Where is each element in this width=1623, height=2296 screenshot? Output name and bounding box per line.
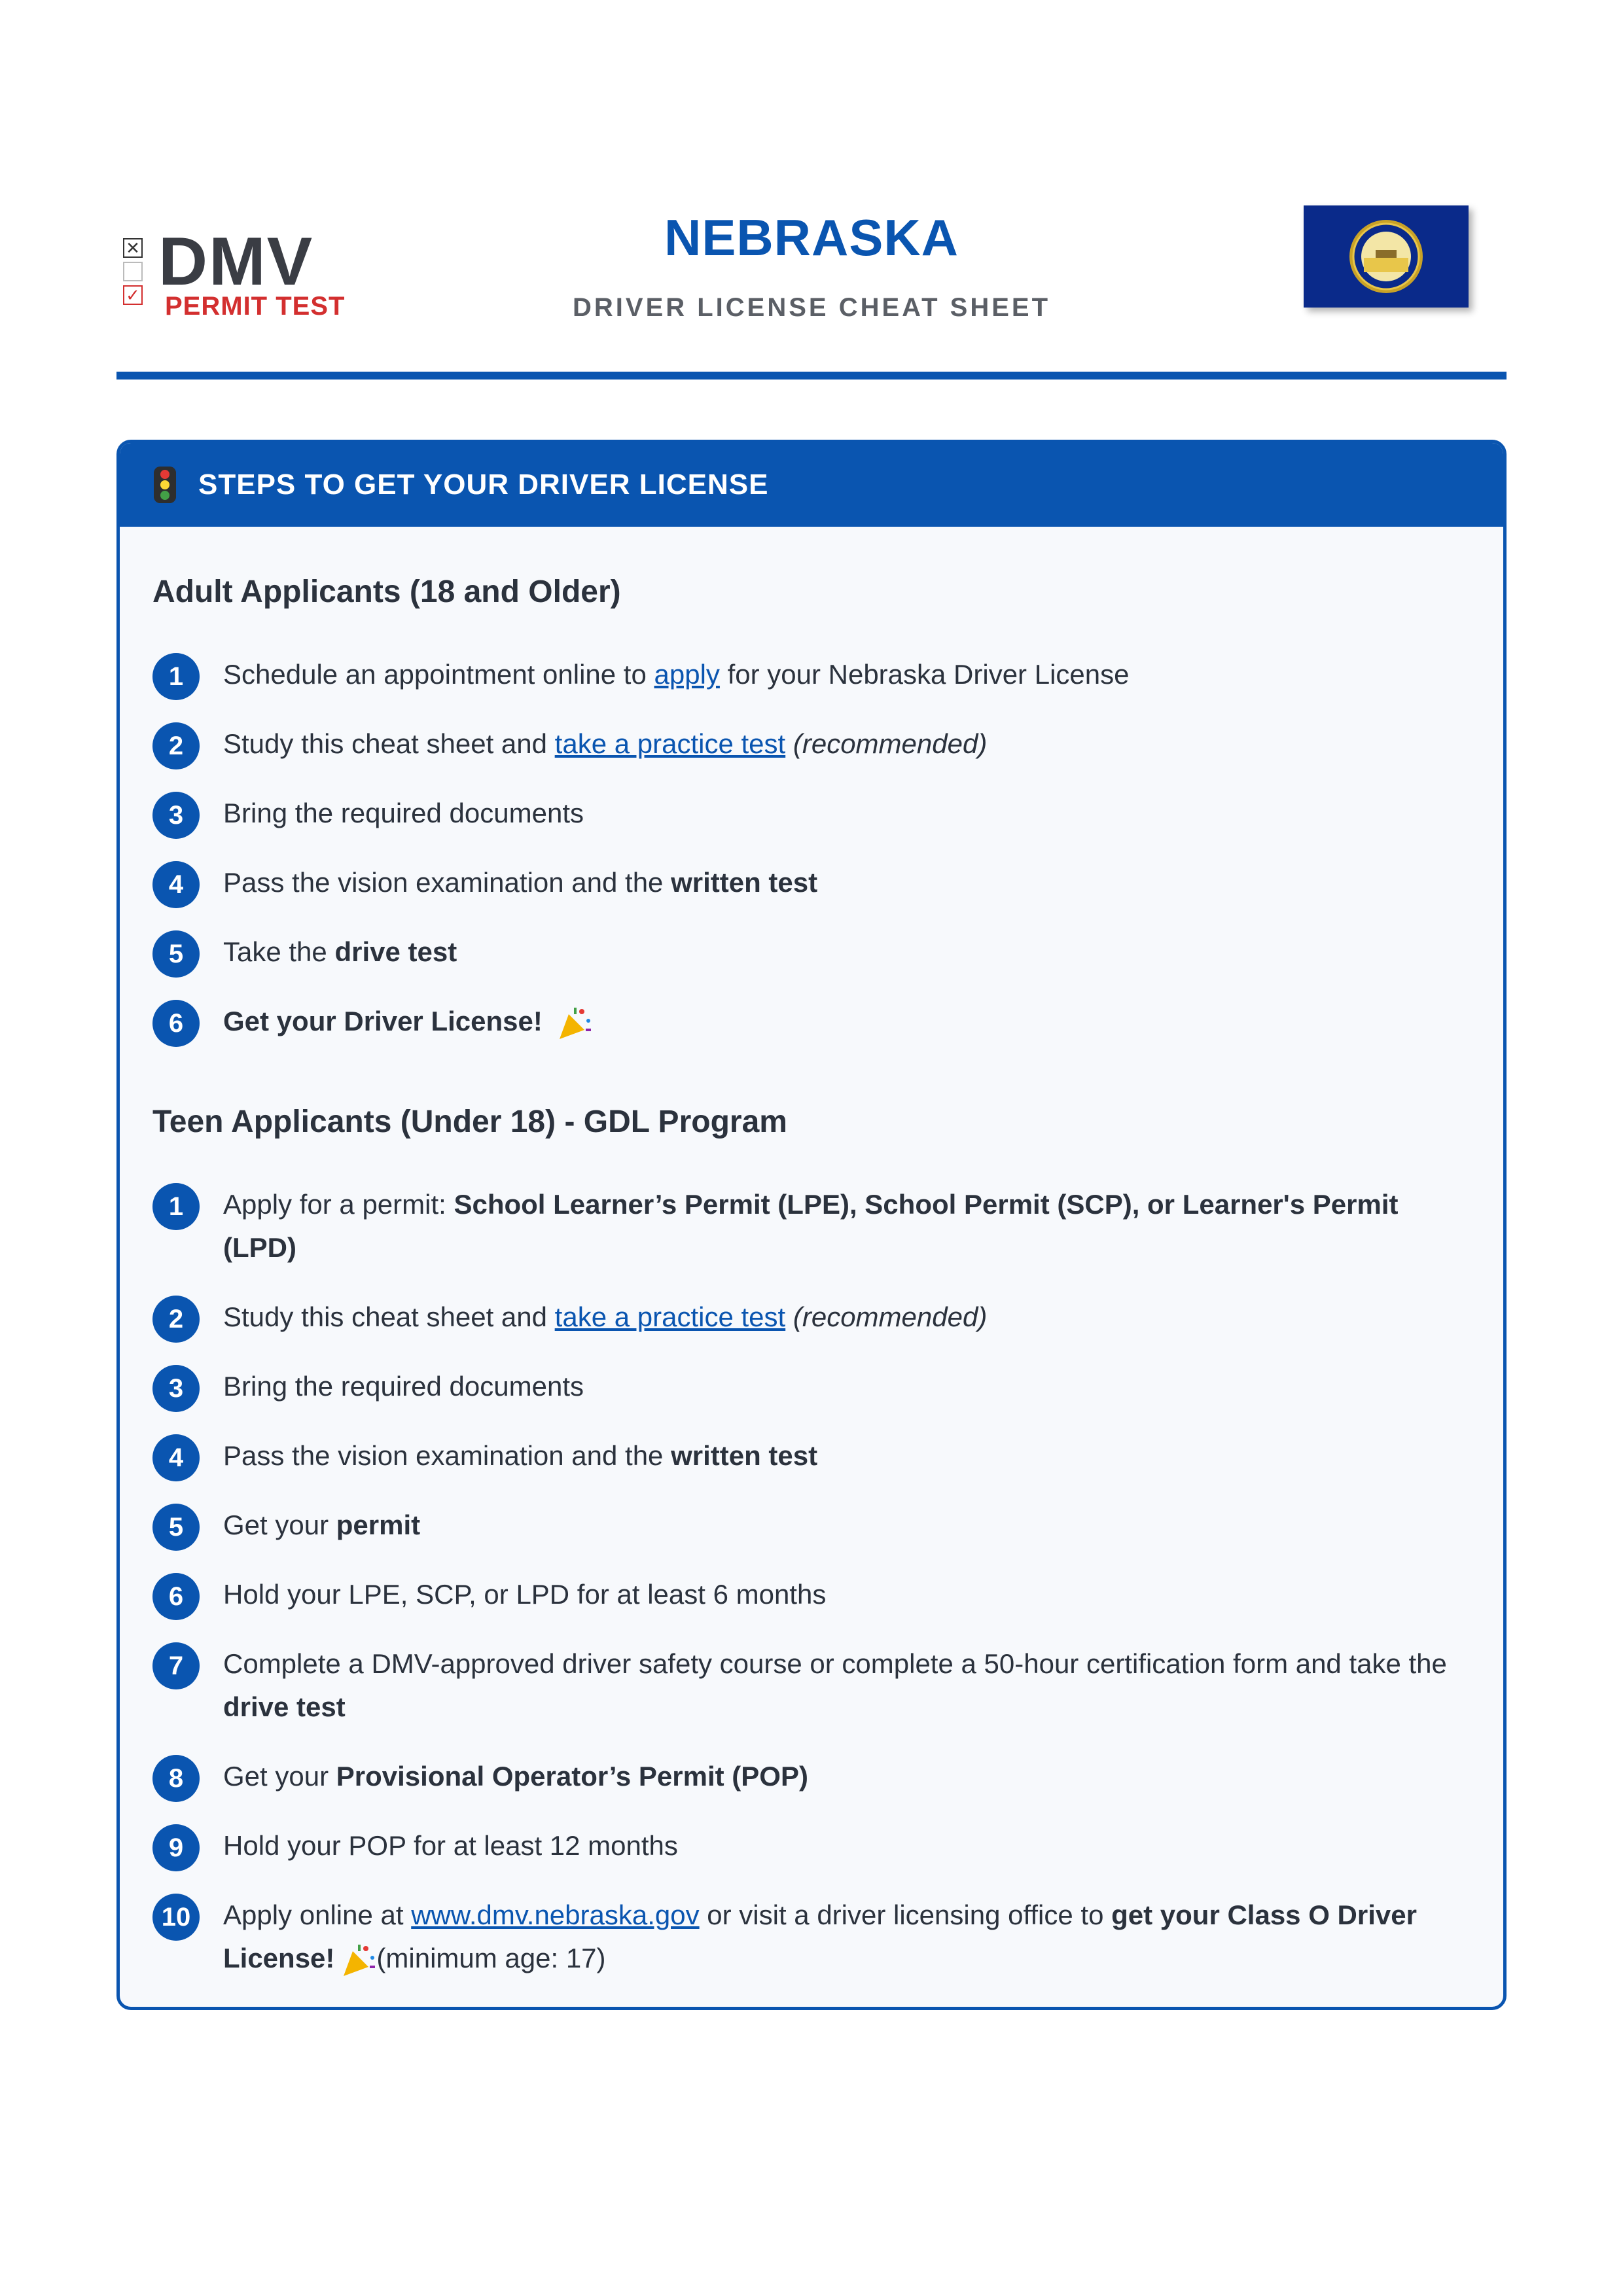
list-item: [152, 792, 1477, 835]
step-emphasis: Get your Driver License!: [223, 1006, 543, 1036]
step-emphasis: written test: [671, 1440, 818, 1471]
step-text: Get your: [223, 1510, 336, 1540]
step-text: Complete a DMV-approved driver safety course or complete a 50-hour certification form and take the: [223, 1648, 1447, 1679]
adult-section-title: Adult Applicants (18 and Older): [152, 574, 621, 609]
state-title: NEBRASKA: [664, 209, 959, 266]
page-subtitle: DRIVER LICENSE CHEAT SHEET: [573, 293, 1050, 322]
practice-test-link[interactable]: take a practice test: [554, 728, 786, 759]
list-item: [152, 1183, 1477, 1269]
step-note: (recommended): [793, 728, 988, 759]
list-item: [152, 1365, 1477, 1408]
logo-brand: DMV: [158, 224, 314, 300]
list-item: [152, 1434, 1477, 1477]
step-text: Bring the required documents: [223, 798, 584, 828]
step-number: 9: [152, 1824, 200, 1871]
step-text: Study this cheat sheet and: [223, 1301, 555, 1332]
list-item: [152, 1296, 1477, 1339]
step-text: Hold your POP for at least 12 months: [223, 1830, 678, 1861]
step-emphasis: drive test: [223, 1691, 346, 1722]
list-item: [152, 1824, 1477, 1867]
page-header: [116, 196, 1507, 380]
list-item: [152, 1642, 1477, 1729]
party-popper-icon: [556, 1005, 592, 1042]
step-number: 2: [152, 722, 200, 769]
step-number: 3: [152, 1365, 200, 1412]
step-number: 6: [152, 1573, 200, 1620]
step-text: Apply for a permit:: [223, 1189, 454, 1220]
list-item: [152, 930, 1477, 974]
step-emphasis: drive test: [334, 936, 457, 967]
list-item: [152, 1573, 1477, 1616]
step-number: 8: [152, 1755, 200, 1802]
adult-steps-list: [152, 653, 1477, 1043]
traffic-light-icon: [154, 467, 176, 503]
steps-card: [116, 440, 1507, 2010]
step-text: Pass the vision examination and the: [223, 867, 671, 898]
teen-section: [152, 1104, 1477, 1980]
teen-section-title: Teen Applicants (Under 18) - GDL Program: [152, 1104, 787, 1139]
step-text: or visit a driver licensing office to: [699, 1899, 1112, 1930]
practice-test-link[interactable]: take a practice test: [554, 1301, 786, 1332]
step-number: 10: [152, 1894, 200, 1941]
list-item: [152, 722, 1477, 766]
step-emphasis: Provisional Operator’s Permit (POP): [336, 1761, 808, 1792]
step-text: for your Nebraska Driver License: [719, 659, 1130, 690]
apply-link[interactable]: apply: [654, 659, 720, 690]
step-number: 5: [152, 930, 200, 978]
x-mark-icon: ✕: [123, 238, 143, 258]
step-number: 1: [152, 1183, 200, 1230]
step-text: Schedule an appointment online to: [223, 659, 654, 690]
list-item: [152, 1000, 1477, 1043]
party-popper-icon: [340, 1942, 376, 1979]
dmv-website-link[interactable]: www.dmv.nebraska.gov: [411, 1899, 700, 1930]
list-item: [152, 1504, 1477, 1547]
step-text: Apply online at: [223, 1899, 412, 1930]
step-emphasis: written test: [671, 867, 818, 898]
step-emphasis: permit: [336, 1510, 421, 1540]
step-number: 4: [152, 861, 200, 908]
check-mark-icon: ✓: [123, 285, 143, 305]
adult-section: [152, 574, 1477, 1043]
step-number: 1: [152, 653, 200, 700]
list-item: [152, 1755, 1477, 1798]
card-header: [120, 443, 1503, 527]
step-text: (minimum age: 17): [376, 1943, 606, 1973]
step-number: 7: [152, 1642, 200, 1689]
step-number: 6: [152, 1000, 200, 1047]
step-number: 4: [152, 1434, 200, 1481]
card-title: STEPS TO GET YOUR DRIVER LICENSE: [198, 468, 769, 501]
step-text: Pass the vision examination and the: [223, 1440, 671, 1471]
teen-steps-list: [152, 1183, 1477, 1980]
nebraska-flag-icon: [1304, 205, 1469, 308]
step-emphasis: School Learner’s Permit (LPE), School Permit (SCP), or Learner's Permit (LPD): [223, 1189, 1399, 1263]
step-text: Get your: [223, 1761, 336, 1792]
list-item: [152, 861, 1477, 904]
logo-tagline: PERMIT TEST: [165, 292, 346, 321]
header-divider: [116, 372, 1507, 380]
list-item: [152, 1894, 1477, 1980]
step-text: Take the: [223, 936, 335, 967]
step-text: Hold your LPE, SCP, or LPD for at least 6 months: [223, 1579, 827, 1610]
step-text: Bring the required documents: [223, 1371, 584, 1402]
step-emphasis: get your Class O Driver License!: [223, 1899, 1417, 1973]
step-number: 5: [152, 1504, 200, 1551]
step-number: 2: [152, 1296, 200, 1343]
step-note: (recommended): [793, 1301, 988, 1332]
step-text: Study this cheat sheet and: [223, 728, 555, 759]
step-number: 3: [152, 792, 200, 839]
list-item: [152, 653, 1477, 696]
